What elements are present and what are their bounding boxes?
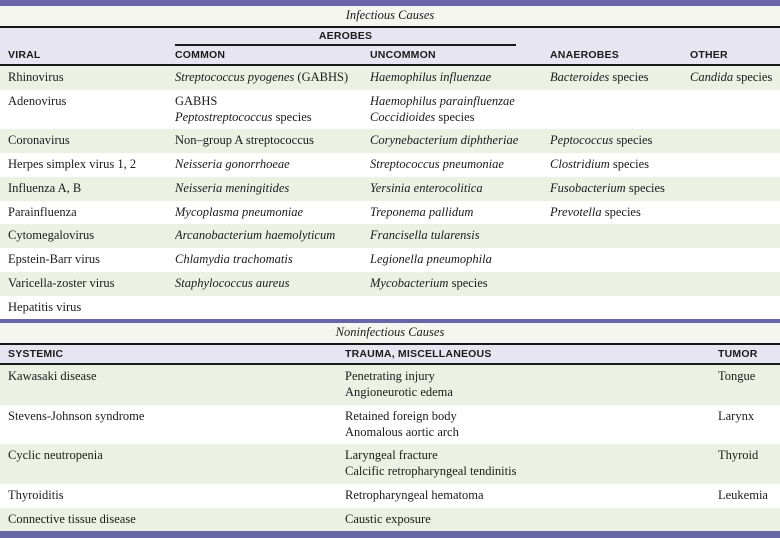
cell-common: Chlamydia trachomatis — [175, 252, 293, 266]
cell-common: Neisseria meningitides — [175, 177, 370, 201]
column-header-tumor: TUMOR — [718, 345, 780, 364]
cell-common: Neisseria gonorrhoeae — [175, 157, 290, 171]
cell-trauma: Retropharyngeal hematoma — [345, 487, 484, 502]
table-row — [0, 272, 780, 296]
cell-systemic: Cyclic neutropenia — [0, 444, 345, 484]
table-row — [0, 484, 780, 508]
table-row — [0, 177, 780, 201]
cell-tumor — [718, 508, 780, 532]
cell-systemic: Stevens-Johnson syndrome — [8, 408, 145, 423]
column-header-uncommon: UNCOMMON — [370, 46, 550, 65]
cell-trauma: Caustic exposure — [345, 508, 718, 532]
cell-viral: Cytomegalovirus — [0, 224, 175, 248]
cell-anaerobes — [550, 90, 690, 130]
table-row — [0, 129, 780, 153]
column-header-common: COMMON — [175, 46, 370, 65]
cell-other — [690, 248, 780, 272]
table-row — [0, 364, 780, 405]
noninfectious-column-header-row — [0, 345, 780, 364]
cell-uncommon: Haemophilus parainfluenzae Coccidioides species — [370, 93, 515, 124]
cell-viral: Adenovirus — [8, 93, 67, 108]
cell-viral: Rhinovirus — [0, 65, 175, 90]
table-row — [0, 405, 780, 445]
cell-uncommon: Mycobacterium species — [370, 272, 550, 296]
table-row — [0, 90, 780, 130]
cell-anaerobes: Bacteroides species — [550, 65, 690, 90]
cell-other — [690, 201, 780, 225]
column-header-anaerobes: ANAEROBES — [550, 46, 690, 65]
table-row — [0, 296, 780, 320]
bottom-rule — [0, 531, 780, 538]
cell-anaerobes — [550, 224, 690, 248]
column-header-other: OTHER — [690, 46, 780, 65]
cell-common: GABHS Peptostreptococcus species — [175, 93, 312, 124]
cell-uncommon: Yersinia enterocolitica — [370, 177, 550, 201]
cell-uncommon: Streptococcus pneumoniae — [370, 157, 504, 171]
cell-other — [690, 177, 780, 201]
cell-trauma: Laryngeal fracture Calcific retropharyngeal tendinitis — [345, 444, 718, 484]
cell-viral: Coronavirus — [0, 129, 175, 153]
aerobes-group-row — [0, 28, 780, 46]
cell-uncommon: Francisella tularensis — [370, 224, 550, 248]
cell-viral: Parainfluenza — [8, 204, 77, 219]
table-row — [0, 153, 780, 177]
cell-anaerobes: Clostridium species — [550, 157, 649, 171]
cell-trauma: Retained foreign body Anomalous aortic arch — [345, 408, 459, 439]
cell-uncommon: Corynebacterium diphtheriae — [370, 129, 550, 153]
infectious-table-head — [0, 28, 780, 65]
cell-other: Candida species — [690, 65, 780, 90]
aerobes-group-label: AEROBES — [175, 30, 516, 46]
column-header-trauma: TRAUMA, MISCELLANEOUS — [345, 345, 718, 364]
infectious-column-header-row — [0, 46, 780, 65]
cell-anaerobes: Prevotella species — [550, 204, 641, 219]
cell-systemic: Connective tissue disease — [0, 508, 345, 532]
table-row — [0, 65, 780, 90]
cell-anaerobes: Peptococcus species — [550, 129, 690, 153]
table-row — [0, 248, 780, 272]
cell-trauma: Penetrating injury Angioneurotic edema — [345, 364, 718, 405]
table-row — [0, 444, 780, 484]
column-header-systemic: SYSTEMIC — [0, 345, 345, 364]
cell-uncommon: Treponema pallidum — [370, 204, 474, 219]
cell-common: Non–group A streptococcus — [175, 129, 370, 153]
cell-uncommon: Legionella pneumophila — [370, 252, 492, 266]
cell-uncommon — [370, 296, 550, 320]
cell-other — [690, 296, 780, 320]
cell-other — [690, 90, 780, 130]
table-row — [0, 508, 780, 532]
infectious-table-body — [0, 65, 780, 319]
cell-tumor: Leukemia — [718, 487, 768, 502]
noninfectious-table-head — [0, 345, 780, 364]
cell-anaerobes — [550, 272, 690, 296]
noninfectious-table-body — [0, 364, 780, 531]
cell-common: Arcanobacterium haemolyticum — [175, 224, 370, 248]
cell-common: Streptococcus pyogenes (GABHS) — [175, 65, 370, 90]
cell-viral: Influenza A, B — [0, 177, 175, 201]
cell-systemic: Thyroiditis — [8, 487, 64, 502]
cell-common: Staphylococcus aureus — [175, 272, 370, 296]
cell-other — [690, 224, 780, 248]
noninfectious-section-title: Noninfectious Causes — [0, 323, 780, 345]
cell-viral: Hepatitis virus — [8, 299, 82, 314]
cell-common: Mycoplasma pneumoniae — [175, 204, 304, 219]
cell-systemic: Kawasaki disease — [0, 364, 345, 405]
cell-other — [690, 129, 780, 153]
table-row — [0, 201, 780, 225]
cell-anaerobes — [550, 248, 690, 272]
cell-tumor: Larynx — [718, 408, 755, 423]
aerobes-group-header — [175, 28, 550, 46]
infectious-table — [0, 28, 780, 319]
cell-tumor: Tongue — [718, 364, 780, 405]
cell-anaerobes — [550, 296, 690, 320]
cell-tumor: Thyroid — [718, 444, 780, 484]
cell-viral: Varicella-zoster virus — [0, 272, 175, 296]
cell-anaerobes: Fusobacterium species — [550, 177, 690, 201]
cell-uncommon: Haemophilus influenzae — [370, 65, 550, 90]
noninfectious-table — [0, 345, 780, 531]
table-row — [0, 224, 780, 248]
cell-other — [690, 153, 780, 177]
cell-common — [175, 296, 370, 320]
cell-other — [690, 272, 780, 296]
column-header-viral: VIRAL — [0, 46, 175, 65]
cell-viral: Epstein-Barr virus — [8, 252, 100, 266]
cell-viral: Herpes simplex virus 1, 2 — [8, 157, 137, 171]
infectious-section-title: Infectious Causes — [0, 6, 780, 28]
